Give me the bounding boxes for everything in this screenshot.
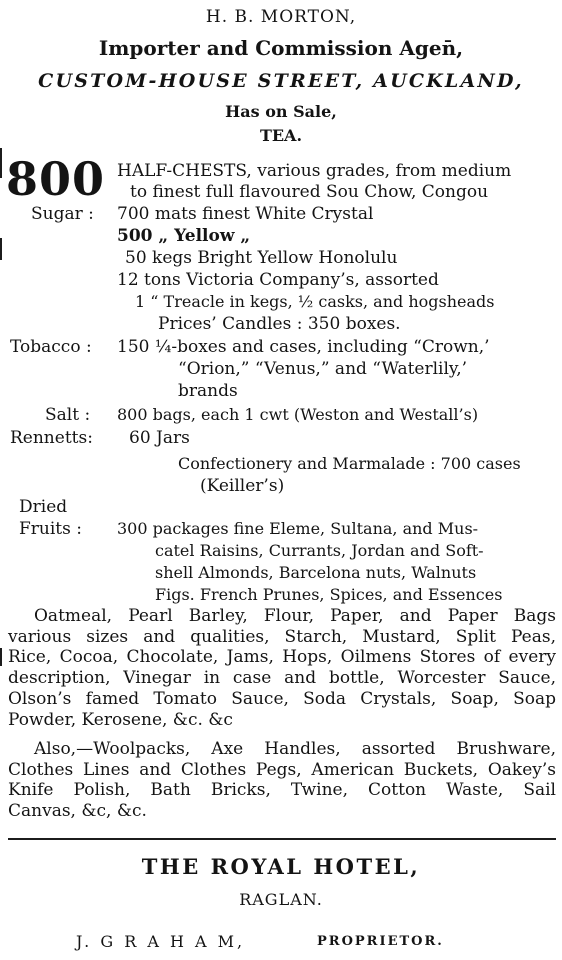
tobacco-line: 150 ¼-boxes and cases, including “Crown,’	[117, 337, 490, 357]
general-goods-paragraph	[8, 606, 556, 730]
hotel-place: RAGLAN.	[239, 890, 323, 909]
tea-heading: TEA.	[259, 126, 303, 145]
margin-mark	[0, 148, 2, 178]
also-paragraph	[8, 739, 556, 822]
paragraph-line: Also,—Woolpacks, Axe Handles, assorted Brushware,	[34, 739, 556, 759]
fruits-line: 300 packages fine Eleme, Sultana, and Mus-	[117, 519, 479, 538]
paragraph-line: Rice, Cocoa, Chocolate, Jams, Hops, Oilmens Stores of every	[8, 647, 556, 668]
sugar-label: Sugar :	[31, 204, 94, 224]
rennetts-label: Rennetts:	[10, 428, 93, 448]
sugar-line: 50 kegs Bright Yellow Honolulu	[125, 248, 398, 268]
tea-line: HALF-CHESTS, various grades, from medium	[117, 161, 512, 181]
column-rule	[8, 838, 556, 840]
salt-label: Salt :	[45, 405, 91, 425]
sugar-line: 1 “ Treacle in kegs, ½ casks, and hogsheads	[135, 292, 495, 311]
margin-mark	[0, 648, 2, 666]
fruits-line: Figs. French Prunes, Spices, and Essences	[155, 585, 503, 604]
paragraph-line: Canvas, &c, &c.	[8, 801, 147, 822]
paragraph-line: Oatmeal, Pearl Barley, Flour, Paper, and Paper Bags	[34, 606, 556, 626]
fruits-label: Fruits :	[19, 519, 82, 539]
occupation: Importer and Commission Agen̄,	[98, 36, 464, 60]
paragraph-line: Powder, Kerosene, &c. &c	[8, 709, 233, 730]
salt-line: 800 bags, each 1 cwt (Weston and Westall’s)	[117, 405, 479, 424]
has-on-sale: Has on Sale,	[225, 102, 337, 121]
sugar-line: 700 mats finest White Crystal	[117, 204, 374, 224]
paragraph-line: various sizes and qualities, Starch, Mustard, Split Peas,	[8, 626, 556, 647]
fruits-line: catel Raisins, Currants, Jordan and Soft-	[155, 541, 484, 560]
sugar-line: 500 „ Yellow „	[117, 226, 251, 246]
big-number-800: 800	[6, 152, 106, 206]
tobacco-line: “Orion,” “Venus,” and “Waterlily,’	[178, 359, 468, 379]
proprietor-name: J. G R A H A M,	[76, 932, 246, 951]
hotel-name: THE ROYAL HOTEL,	[141, 854, 421, 879]
paragraph-line: Clothes Lines and Clothes Pegs, American Buckets, Oakey’s	[8, 759, 556, 780]
street-address: CUSTOM-HOUSE STREET, AUCKLAND,	[38, 70, 524, 92]
margin-mark	[0, 238, 2, 260]
candles-line: Prices’ Candles : 350 boxes.	[158, 314, 401, 334]
proprietor-title: PROPRIETOR.	[317, 934, 444, 949]
rennetts-line: 60 Jars	[129, 428, 190, 448]
tobacco-line: brands	[178, 381, 238, 401]
sugar-line: 12 tons Victoria Company’s, assorted	[117, 270, 439, 290]
confectionery-line: Confectionery and Marmalade : 700 cases	[178, 454, 521, 473]
paragraph-line: description, Vinegar in case and bottle, Worcester Sauce,	[8, 668, 556, 689]
paragraph-line: Olson’s famed Tomato Sauce, Soda Crystals, Soap, Soap	[8, 688, 556, 709]
tea-line: to finest full flavoured Sou Chow, Congou	[130, 182, 489, 202]
fruits-line: shell Almonds, Barcelona nuts, Walnuts	[155, 563, 477, 582]
confectionery-line: (Keiller’s)	[200, 476, 285, 496]
dried-label: Dried	[19, 497, 68, 517]
merchant-name: H. B. MORTON,	[205, 7, 357, 27]
tobacco-label: Tobacco :	[10, 337, 92, 357]
paragraph-line: Knife Polish, Bath Bricks, Twine, Cotton Waste, Sail	[8, 780, 556, 801]
